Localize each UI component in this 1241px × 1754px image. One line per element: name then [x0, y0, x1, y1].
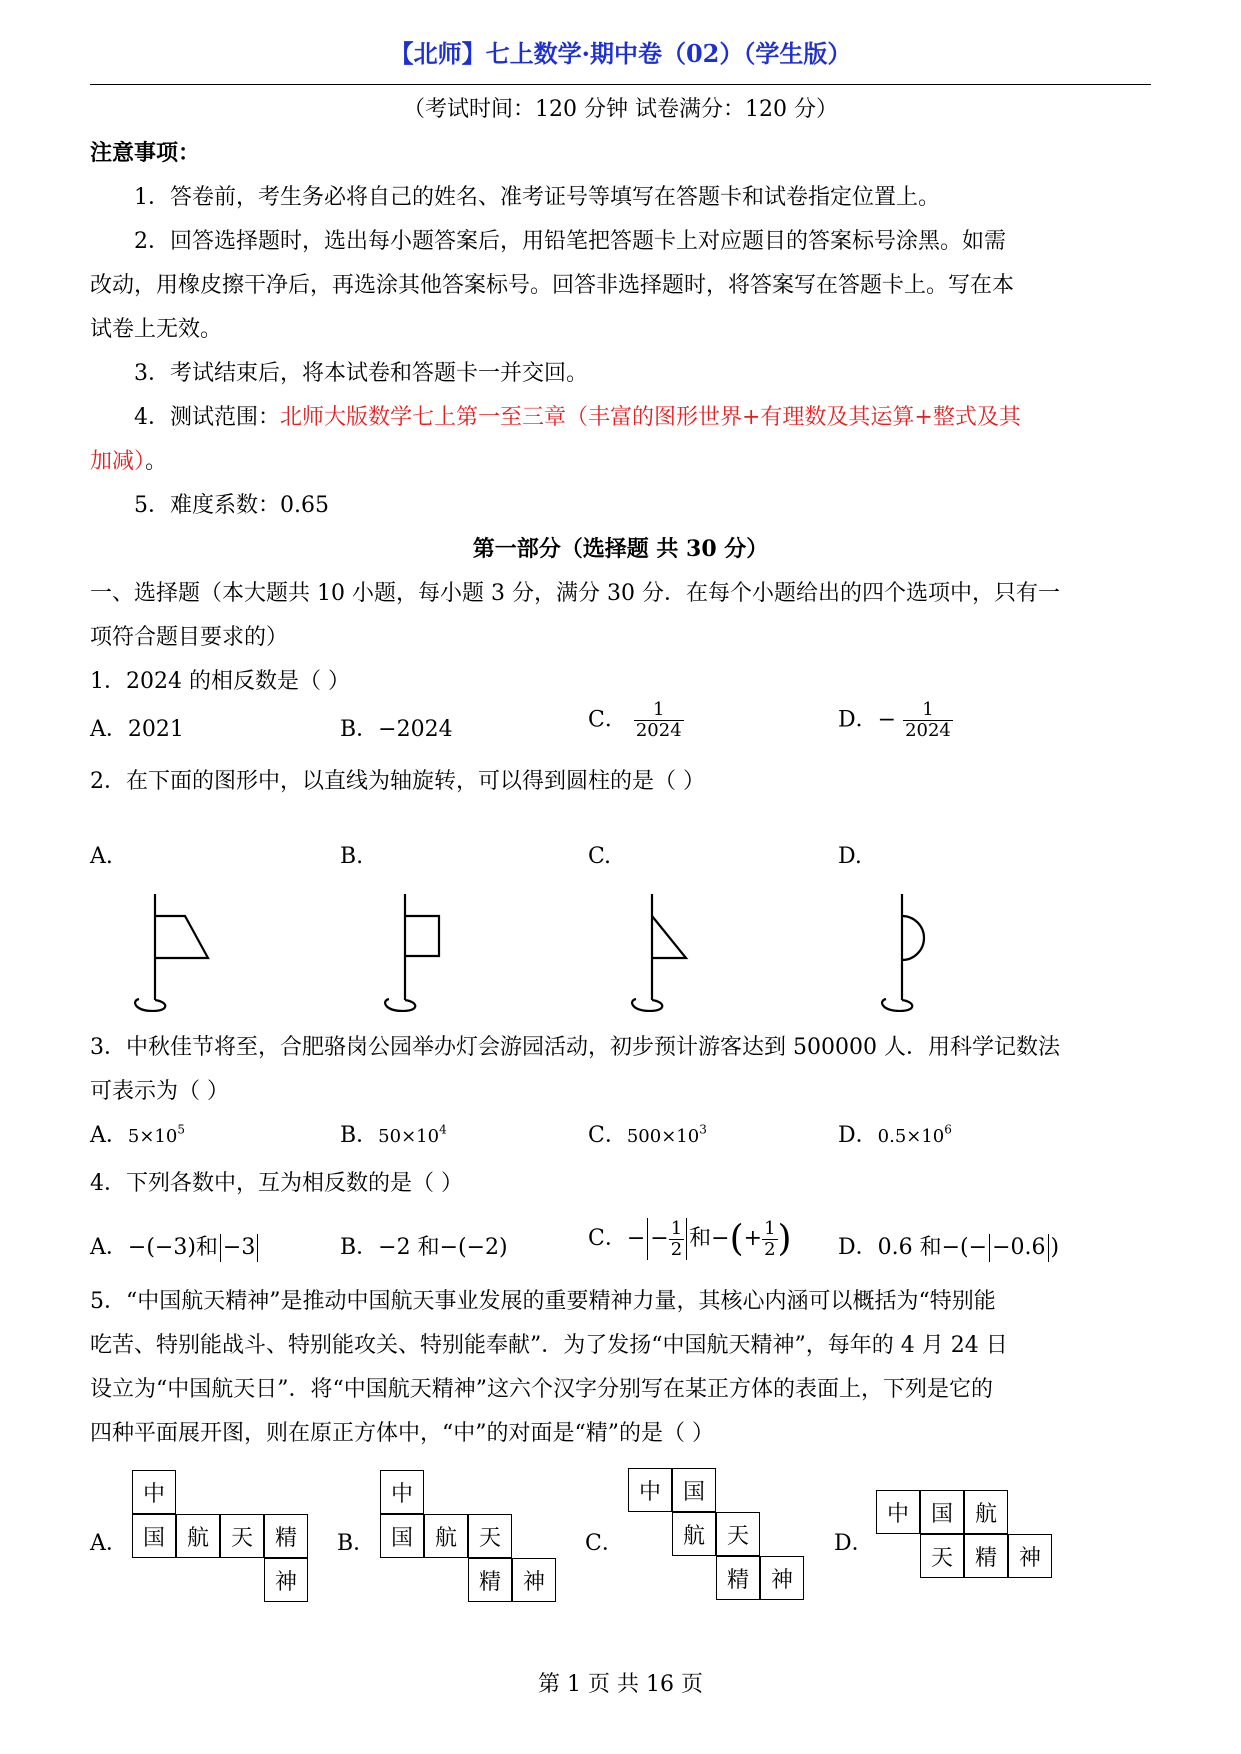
q1-option-c-fraction	[634, 700, 684, 741]
fraction-numerator: 1	[670, 1217, 683, 1239]
net-cell: 天	[920, 1534, 964, 1578]
note-4-line-2	[90, 444, 1151, 475]
net-cell: 航	[424, 1514, 468, 1558]
note-2-line-2: 改动，用橡皮擦干净后，再选涂其他答案标号。回答非选择题时，将答案写在答题卡上。写在本	[90, 273, 1015, 298]
q3-option-a	[90, 1118, 185, 1149]
q3-stem-line-1: 3．中秋佳节将至，合肥骆岗公园举办灯会游园活动，初步预计游客达到 500000 人．用科学记数法	[90, 1035, 1060, 1060]
q2-option-b-label: B.	[340, 844, 364, 869]
note-3: 3．考试结束后，将本试卷和答题卡一并交回。	[134, 361, 588, 386]
note-4-scope: 北师大版数学七上第一至三章（丰富的图形世界+有理数及其运算+整式及其	[280, 405, 1021, 430]
q5-option-c-label: C．	[585, 1531, 624, 1556]
abs-bar	[1048, 1234, 1049, 1262]
q5-stem-line-2: 吃苦、特别能战斗、特别能攻关、特别能奉献”．为了发扬“中国航天精神”，每年的 4 月 24 日	[90, 1333, 1008, 1358]
q3-option-c-base: 500×10	[626, 1126, 700, 1147]
q3-option-c	[588, 1118, 707, 1149]
q4-option-c-fraction-2	[762, 1219, 777, 1260]
q4-option-c-fraction-1	[669, 1219, 684, 1260]
abs-bar	[257, 1234, 258, 1262]
note-5: 5．难度系数：0.65	[134, 493, 329, 518]
net-cell: 航	[964, 1490, 1008, 1534]
q4-option-b-expr: −2 和−(−2)	[378, 1235, 508, 1260]
q3-stem-line-2: 可表示为（ ）	[90, 1079, 229, 1104]
note-1: 1．答卷前，考生务必将自己的姓名、准考证号等填写在答题卡和试卷指定位置上。	[134, 185, 940, 210]
net-cell: 神	[760, 1556, 804, 1600]
q1-option-c	[588, 700, 684, 741]
net-cell: 中	[628, 1468, 672, 1512]
net-cell: 天	[220, 1514, 264, 1558]
q4-option-c-label: C．	[588, 1226, 627, 1251]
fraction-denominator: 2	[670, 1238, 683, 1260]
left-paren: (	[729, 1218, 744, 1260]
q3-option-c-exponent: 3	[699, 1122, 707, 1137]
fraction-numerator: 1	[764, 1217, 776, 1239]
fraction-numerator: 1	[653, 699, 665, 720]
q3-option-b	[340, 1118, 447, 1149]
q4-option-b	[340, 1230, 508, 1261]
net-cell: 中	[380, 1470, 424, 1514]
part1-title: 第一部分（选择题 共 30 分）	[472, 536, 769, 562]
net-cell: 航	[672, 1512, 716, 1556]
fraction-denominator: 2024	[635, 719, 682, 741]
q2-option-c-label: C.	[588, 844, 612, 869]
abs-bar	[220, 1234, 221, 1262]
q3-option-c-label: C．	[588, 1123, 627, 1148]
abs-bar	[686, 1218, 687, 1260]
q4-option-d	[838, 1230, 1059, 1262]
part1-intro-line-1: 一、选择题（本大题共 10 小题，每小题 3 分，满分 30 分．在每个小题给出的四个选项中，只有一	[90, 581, 1060, 606]
net-cell: 精	[716, 1556, 760, 1600]
q3-option-b-label: B．	[340, 1123, 379, 1148]
q4-option-a-expr: −(−3)和	[127, 1235, 218, 1260]
right-paren: )	[1050, 1235, 1060, 1260]
note-4-line-1	[90, 400, 1151, 431]
q2-figure-b-rectangle-icon	[375, 890, 465, 1012]
net-cell: 精	[964, 1534, 1008, 1578]
q5-option-b-label: B．	[337, 1531, 376, 1556]
q4-option-a-label: A．	[90, 1235, 128, 1260]
q5-stem-line-1: 5．“中国航天精神”是推动中国航天事业发展的重要精神力量，其核心内涵可以概括为“特别能	[90, 1289, 996, 1314]
q4-option-c-connector: 和−	[689, 1226, 730, 1251]
minus-sign: −	[650, 1226, 669, 1251]
q5-option-d-label: D．	[834, 1531, 874, 1556]
q1-option-d-fraction	[903, 700, 953, 741]
document-header-title: 【北师】七上数学·期中卷（02）（学生版）	[389, 39, 852, 68]
q3-option-a-base: 5×10	[127, 1126, 178, 1147]
q3-option-d	[838, 1118, 952, 1149]
net-cell: 国	[672, 1468, 716, 1512]
q2-figure-d-semicircle-icon	[872, 890, 962, 1012]
q3-option-d-label: D．	[838, 1123, 878, 1148]
note-4-suffix: 。	[145, 449, 168, 474]
plus-sign: +	[743, 1226, 763, 1251]
q4-option-d-label: D．	[838, 1235, 878, 1260]
net-cell: 神	[512, 1558, 556, 1602]
q4-option-d-expr: 0.6 和−(−	[877, 1235, 988, 1260]
q4-option-a-abs-value: −3	[222, 1235, 256, 1260]
q1-option-c-label: C．	[588, 707, 627, 733]
q5-stem-line-3: 设立为“中国航天日”．将“中国航天精神”这六个汉字分别写在某正方体的表面上，下列是它的	[90, 1377, 993, 1402]
notes-heading: 注意事项：	[90, 140, 201, 166]
q3-option-d-base: 0.5×10	[877, 1126, 945, 1147]
note-2-line-1: 2．回答选择题时，选出每小题答案后，用铅笔把答题卡上对应题目的答案标号涂黑。如需	[134, 229, 1007, 254]
minus-sign: −	[626, 1226, 646, 1251]
q4-stem: 4．下列各数中，互为相反数的是（ ）	[90, 1171, 463, 1196]
q1-option-b: B．−2024	[340, 717, 453, 742]
net-cell: 天	[716, 1512, 760, 1556]
exam-info: （考试时间：120 分钟 试卷满分：120 分）	[403, 97, 838, 122]
net-cell: 国	[920, 1490, 964, 1534]
net-cell: 精	[264, 1514, 308, 1558]
net-cell: 神	[1008, 1534, 1052, 1578]
net-cell: 精	[468, 1558, 512, 1602]
header-divider	[90, 84, 1151, 85]
net-cell: 天	[468, 1514, 512, 1558]
q5-option-a-label: A．	[90, 1531, 128, 1556]
note-4-prefix: 4．测试范围：	[134, 405, 280, 430]
abs-bar	[989, 1234, 990, 1262]
q4-option-b-label: B．	[340, 1235, 379, 1260]
net-cell: 国	[380, 1514, 424, 1558]
q2-figure-a-trapezoid-icon	[125, 890, 215, 1012]
net-cell: 国	[132, 1514, 176, 1558]
q3-option-a-label: A．	[90, 1123, 128, 1148]
q3-option-a-exponent: 5	[177, 1122, 185, 1137]
q2-option-a-label: A.	[90, 844, 113, 869]
part1-intro-line-2: 项符合题目要求的）	[90, 625, 289, 650]
q3-option-b-base: 50×10	[378, 1126, 440, 1147]
q4-option-d-abs-value: −0.6	[992, 1235, 1046, 1260]
note-4-scope-end: 加减）	[90, 449, 146, 474]
q5-stem-line-4: 四种平面展开图，则在原正方体中，“中”的对面是“精”的是（ ）	[90, 1421, 714, 1446]
q3-option-d-exponent: 6	[944, 1122, 952, 1137]
q4-option-a	[90, 1230, 260, 1262]
fraction-numerator: 1	[922, 699, 934, 720]
q1-option-d-label: D．−	[838, 707, 897, 733]
q4-option-c	[588, 1218, 792, 1260]
abs-bar	[647, 1218, 648, 1260]
fraction-denominator: 2	[764, 1238, 776, 1260]
net-cell: 中	[132, 1470, 176, 1514]
q1-stem: 1．2024 的相反数是（ ）	[90, 669, 350, 694]
note-2-line-3: 试卷上无效。	[90, 317, 223, 342]
q2-figure-c-triangle-icon	[622, 890, 712, 1012]
q2-option-d-label: D.	[838, 844, 862, 869]
right-paren: )	[777, 1218, 792, 1260]
page-footer: 第 1 页 共 16 页	[538, 1672, 703, 1697]
net-cell: 神	[264, 1558, 308, 1602]
net-cell: 航	[176, 1514, 220, 1558]
fraction-denominator: 2024	[905, 719, 951, 741]
q2-stem: 2．在下面的图形中，以直线为轴旋转，可以得到圆柱的是（ ）	[90, 769, 705, 794]
net-cell: 中	[876, 1490, 920, 1534]
q1-option-a: A．2021	[90, 717, 184, 742]
q3-option-b-exponent: 4	[439, 1122, 447, 1137]
q1-option-d	[838, 700, 953, 741]
